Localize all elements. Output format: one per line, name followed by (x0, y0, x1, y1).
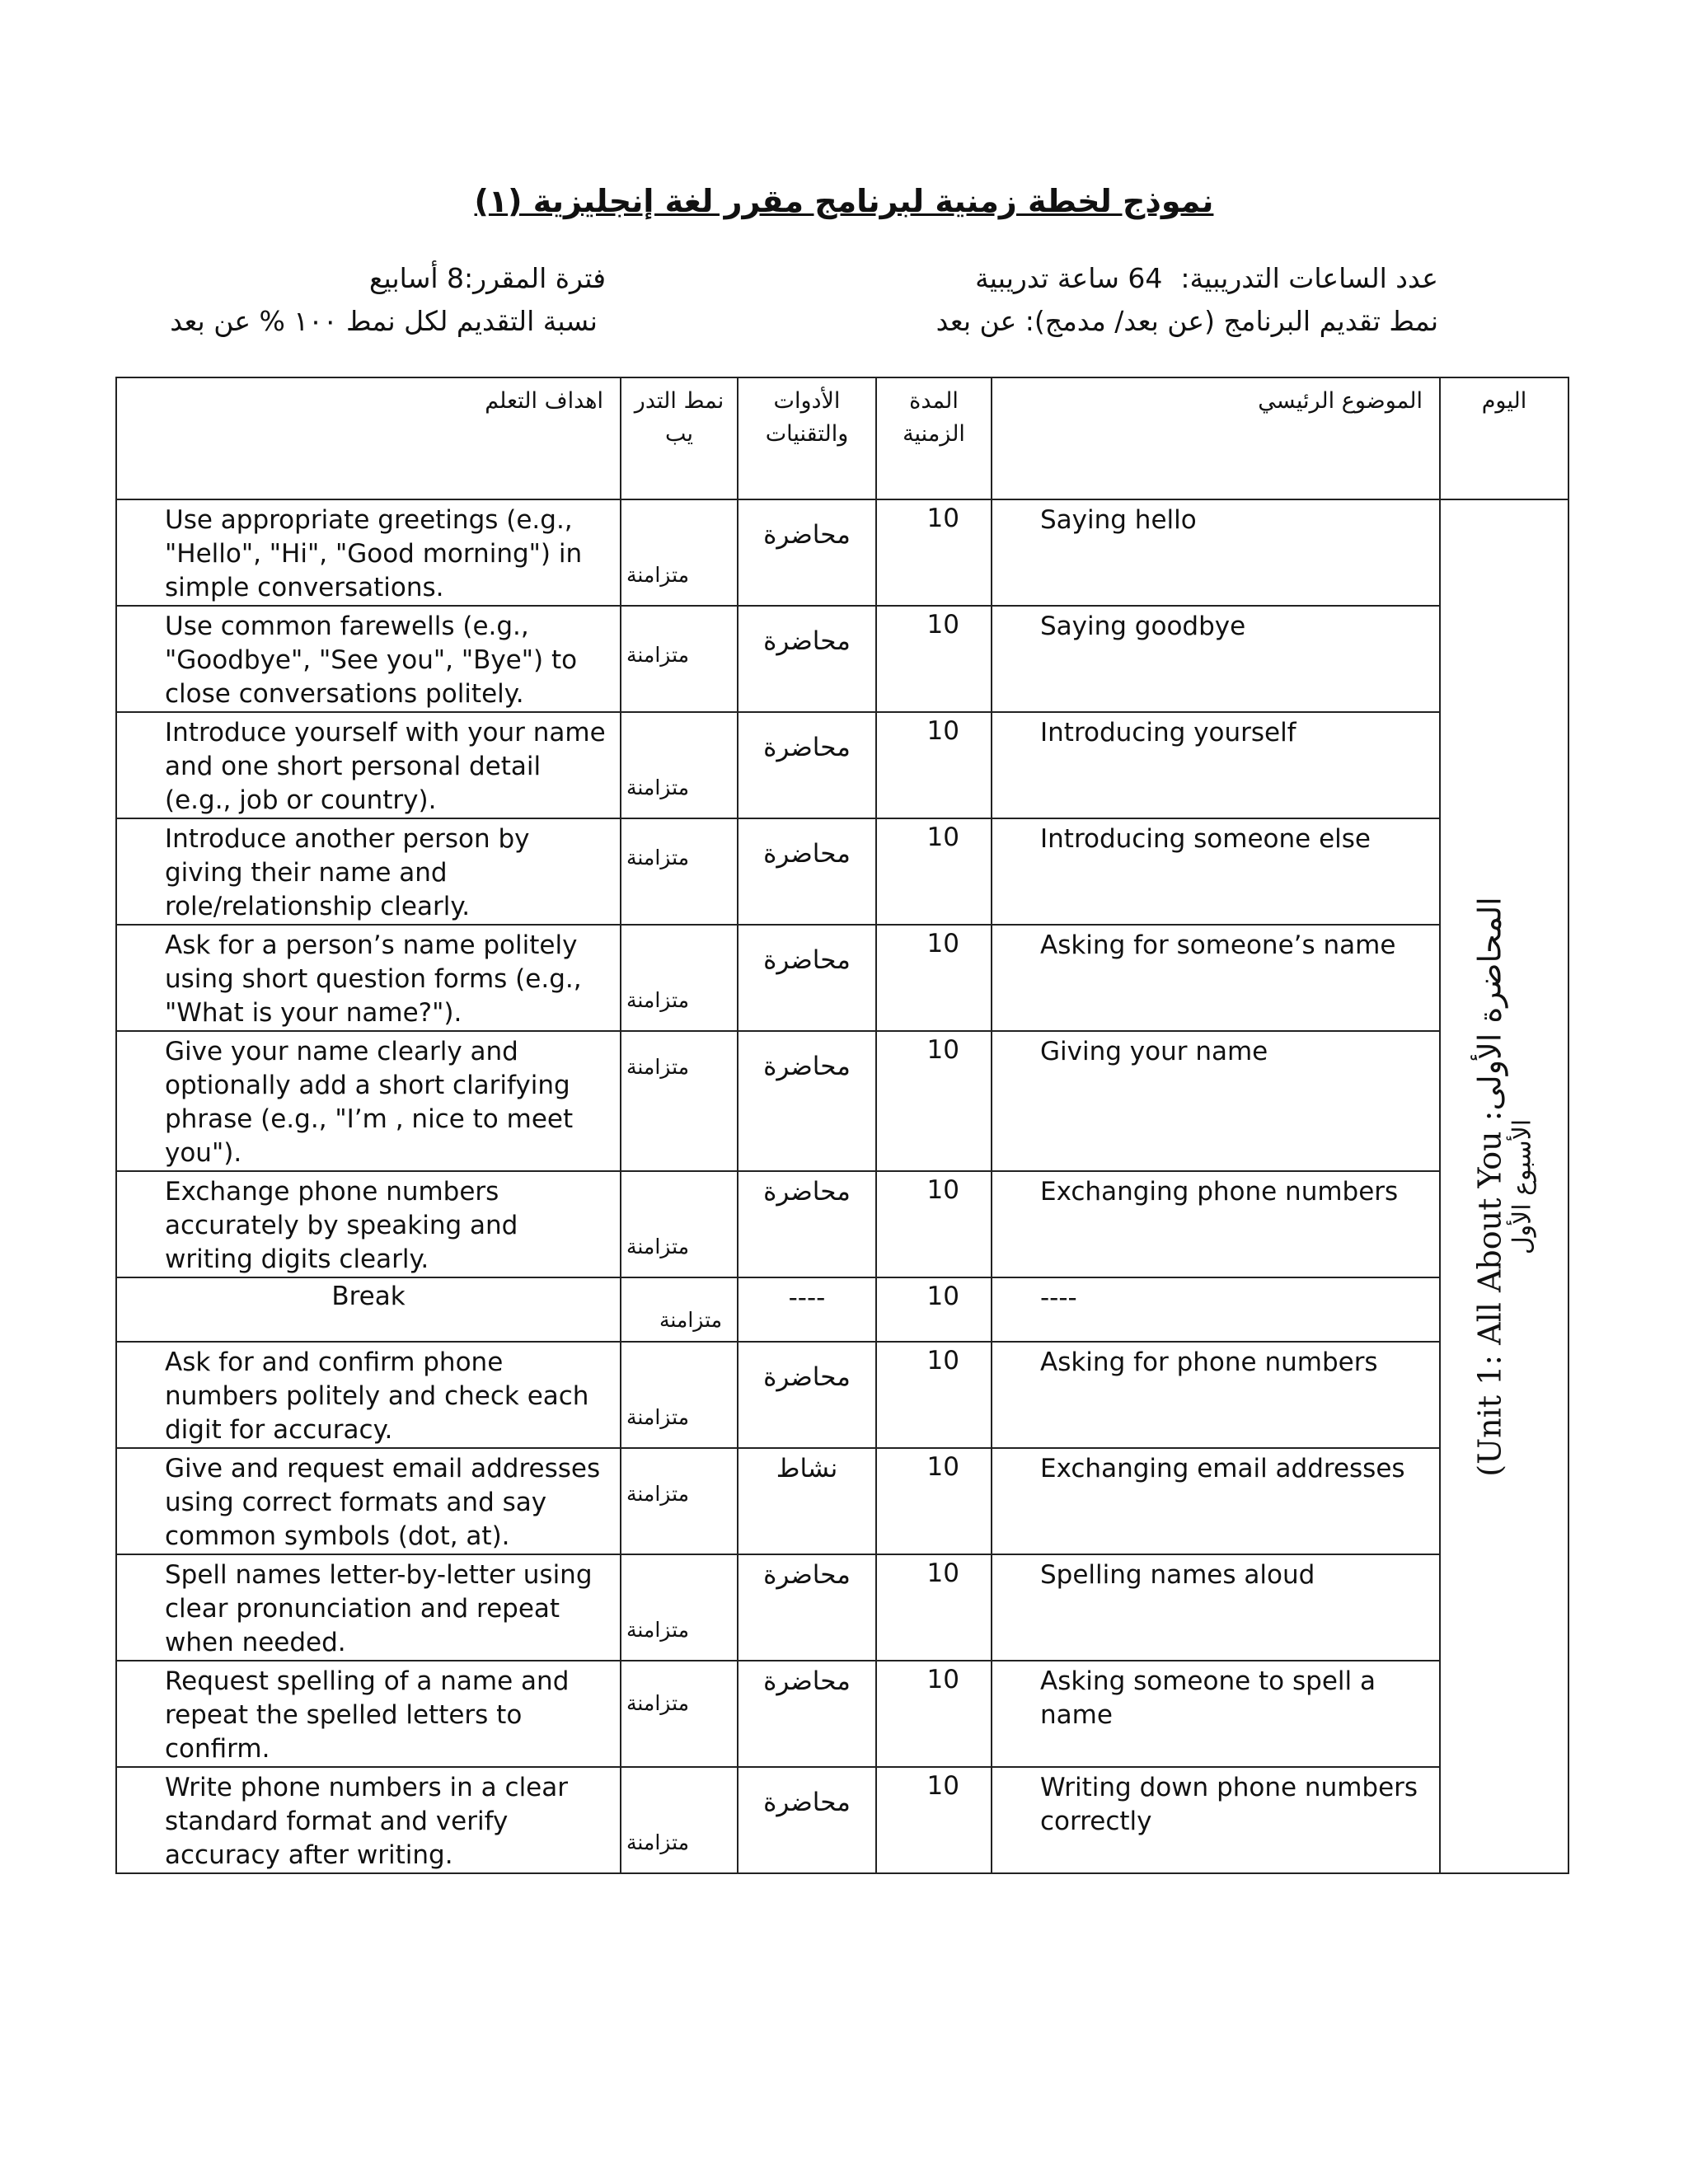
table-row (116, 1661, 1568, 1767)
main-topic: Introducing yourself (992, 712, 1440, 818)
table-row (116, 606, 1568, 712)
table-row (116, 1171, 1568, 1277)
training-mode-cell (621, 499, 738, 606)
learning-objective: Ask for a person’s name politely using short question forms (e.g., "What is your name?"). (116, 925, 621, 1031)
break-label: Break (116, 1277, 621, 1342)
tool-type: محاضرة (738, 1554, 876, 1661)
document-title: نموذج لخطة زمنية لبرنامج مقرر لغة إنجليزية (١) (474, 183, 1214, 219)
main-topic: ---- (992, 1277, 1440, 1342)
duration: 10 (876, 606, 992, 712)
training-mode-cell (621, 1277, 738, 1342)
learning-objective: Introduce another person by giving their name and role/relationship clearly. (116, 818, 621, 925)
training-mode-cell (621, 1661, 738, 1767)
learning-objective: Ask for and confirm phone numbers politely and check each digit for accuracy. (116, 1342, 621, 1448)
training-mode: متزامنة (626, 643, 689, 667)
training-mode: متزامنة (626, 988, 689, 1012)
learning-objective: Spell names letter-by-letter using clear pronunciation and repeat when needed. (116, 1554, 621, 1661)
main-topic: Introducing someone else (992, 818, 1440, 925)
day-cell (1440, 499, 1568, 1873)
training-mode: متزامنة (626, 1235, 689, 1258)
duration: 10 (876, 712, 992, 818)
training-mode: متزامنة (626, 1691, 689, 1715)
learning-objective: Give your name clearly and optionally add a short clarifying phrase (e.g., "I’m , nice to meet you"). (116, 1031, 621, 1171)
main-topic: Saying hello (992, 499, 1440, 606)
training-mode: متزامنة (626, 1482, 689, 1506)
delivery-mode: نمط تقديم البرنامج (عن بعد/ مدمج): عن بعد (935, 305, 1438, 337)
duration: 10 (876, 499, 992, 606)
table-row (116, 712, 1568, 818)
duration: 10 (876, 818, 992, 925)
tool-type: محاضرة (738, 818, 876, 925)
course-period: فترة المقرر:8 أسابيع (368, 262, 606, 294)
duration: 10 (876, 1554, 992, 1661)
main-topic: Asking for someone’s name (992, 925, 1440, 1031)
header-tools: الأدوات والتقنيات (738, 377, 876, 499)
learning-objective: Request spelling of a name and repeat the spelled letters to confirm. (116, 1661, 621, 1767)
main-topic: Writing down phone numbers correctly (992, 1767, 1440, 1873)
training-mode: متزامنة (626, 1830, 689, 1854)
duration: 10 (876, 1448, 992, 1554)
tool-type: محاضرة (738, 1767, 876, 1873)
tool-type: محاضرة (738, 1031, 876, 1171)
schedule-table (115, 377, 1569, 1874)
header-duration: المدة الزمنية (876, 377, 992, 499)
duration: 10 (876, 1031, 992, 1171)
header-row (116, 377, 1568, 499)
tool-type: ---- (738, 1277, 876, 1342)
learning-objective: Exchange phone numbers accurately by speaking and writing digits clearly. (116, 1171, 621, 1277)
learning-objective: Write phone numbers in a clear standard format and verify accuracy after writing. (116, 1767, 621, 1873)
main-topic: Saying goodbye (992, 606, 1440, 712)
header-day: اليوم (1440, 377, 1568, 499)
duration: 10 (876, 925, 992, 1031)
table-row (116, 818, 1568, 925)
tool-type: محاضرة (738, 606, 876, 712)
training-hours-value: 64 ساعة تدريبية (975, 262, 1163, 294)
table-row (116, 1448, 1568, 1554)
training-mode: متزامنة (626, 1618, 689, 1642)
tool-type: محاضرة (738, 925, 876, 1031)
table-row (116, 1767, 1568, 1873)
training-mode-cell (621, 606, 738, 712)
table-row (116, 499, 1568, 606)
main-topic: Asking someone to spell a name (992, 1661, 1440, 1767)
delivery-ratio: نسبة التقديم لكل نمط ١٠٠ % عن بعد (170, 305, 598, 337)
training-hours (975, 262, 1438, 294)
training-mode-cell (621, 1767, 738, 1873)
training-mode: متزامنة (626, 1055, 689, 1079)
main-topic: Spelling names aloud (992, 1554, 1440, 1661)
training-mode-cell (621, 1554, 738, 1661)
training-mode-cell (621, 818, 738, 925)
header-topic: الموضوع الرئيسي (992, 377, 1440, 499)
training-mode-cell (621, 925, 738, 1031)
training-mode-cell (621, 1031, 738, 1171)
tool-type: نشاط (738, 1448, 876, 1554)
header-objectives: اهداف التعلم (116, 377, 621, 499)
training-mode-cell (621, 1171, 738, 1277)
training-mode: متزامنة (659, 1308, 722, 1332)
learning-objective: Introduce yourself with your name and one short personal detail (e.g., job or country). (116, 712, 621, 818)
training-mode-cell (621, 1342, 738, 1448)
table-row (116, 1342, 1568, 1448)
training-mode: متزامنة (626, 563, 689, 587)
tool-type: محاضرة (738, 712, 876, 818)
duration: 10 (876, 1171, 992, 1277)
learning-objective: Use common farewells (e.g., "Goodbye", "See you", "Bye") to close conversations politely. (116, 606, 621, 712)
training-mode: متزامنة (626, 776, 689, 799)
tool-type: محاضرة (738, 1342, 876, 1448)
table-row (116, 925, 1568, 1031)
tool-type: محاضرة (738, 1661, 876, 1767)
learning-objective: Use appropriate greetings (e.g., "Hello", "Hi", "Good morning") in simple conversations. (116, 499, 621, 606)
tool-type: محاضرة (738, 499, 876, 606)
unit-lecture-label: (Unit 1: All About You :المحاضرة الأولى (1471, 896, 1508, 1477)
table-row (116, 1554, 1568, 1661)
training-mode-cell (621, 1448, 738, 1554)
training-hours-label: عدد الساعات التدريبية: (1180, 262, 1438, 294)
day-label (1472, 897, 1537, 1476)
week-label: الأسبوع الأول (1507, 1118, 1537, 1254)
table-row (116, 1277, 1568, 1342)
main-topic: Giving your name (992, 1031, 1440, 1171)
learning-objective: Give and request email addresses using correct formats and say common symbols (dot, at). (116, 1448, 621, 1554)
duration: 10 (876, 1342, 992, 1448)
duration: 10 (876, 1277, 992, 1342)
training-mode: متزامنة (626, 1405, 689, 1429)
main-topic: Asking for phone numbers (992, 1342, 1440, 1448)
main-topic: Exchanging email addresses (992, 1448, 1440, 1554)
tool-type: محاضرة (738, 1171, 876, 1277)
training-mode-cell (621, 712, 738, 818)
duration: 10 (876, 1661, 992, 1767)
table-row (116, 1031, 1568, 1171)
header-mode: نمط التدر يب (621, 377, 738, 499)
duration: 10 (876, 1767, 992, 1873)
main-topic: Exchanging phone numbers (992, 1171, 1440, 1277)
training-mode: متزامنة (626, 846, 689, 869)
